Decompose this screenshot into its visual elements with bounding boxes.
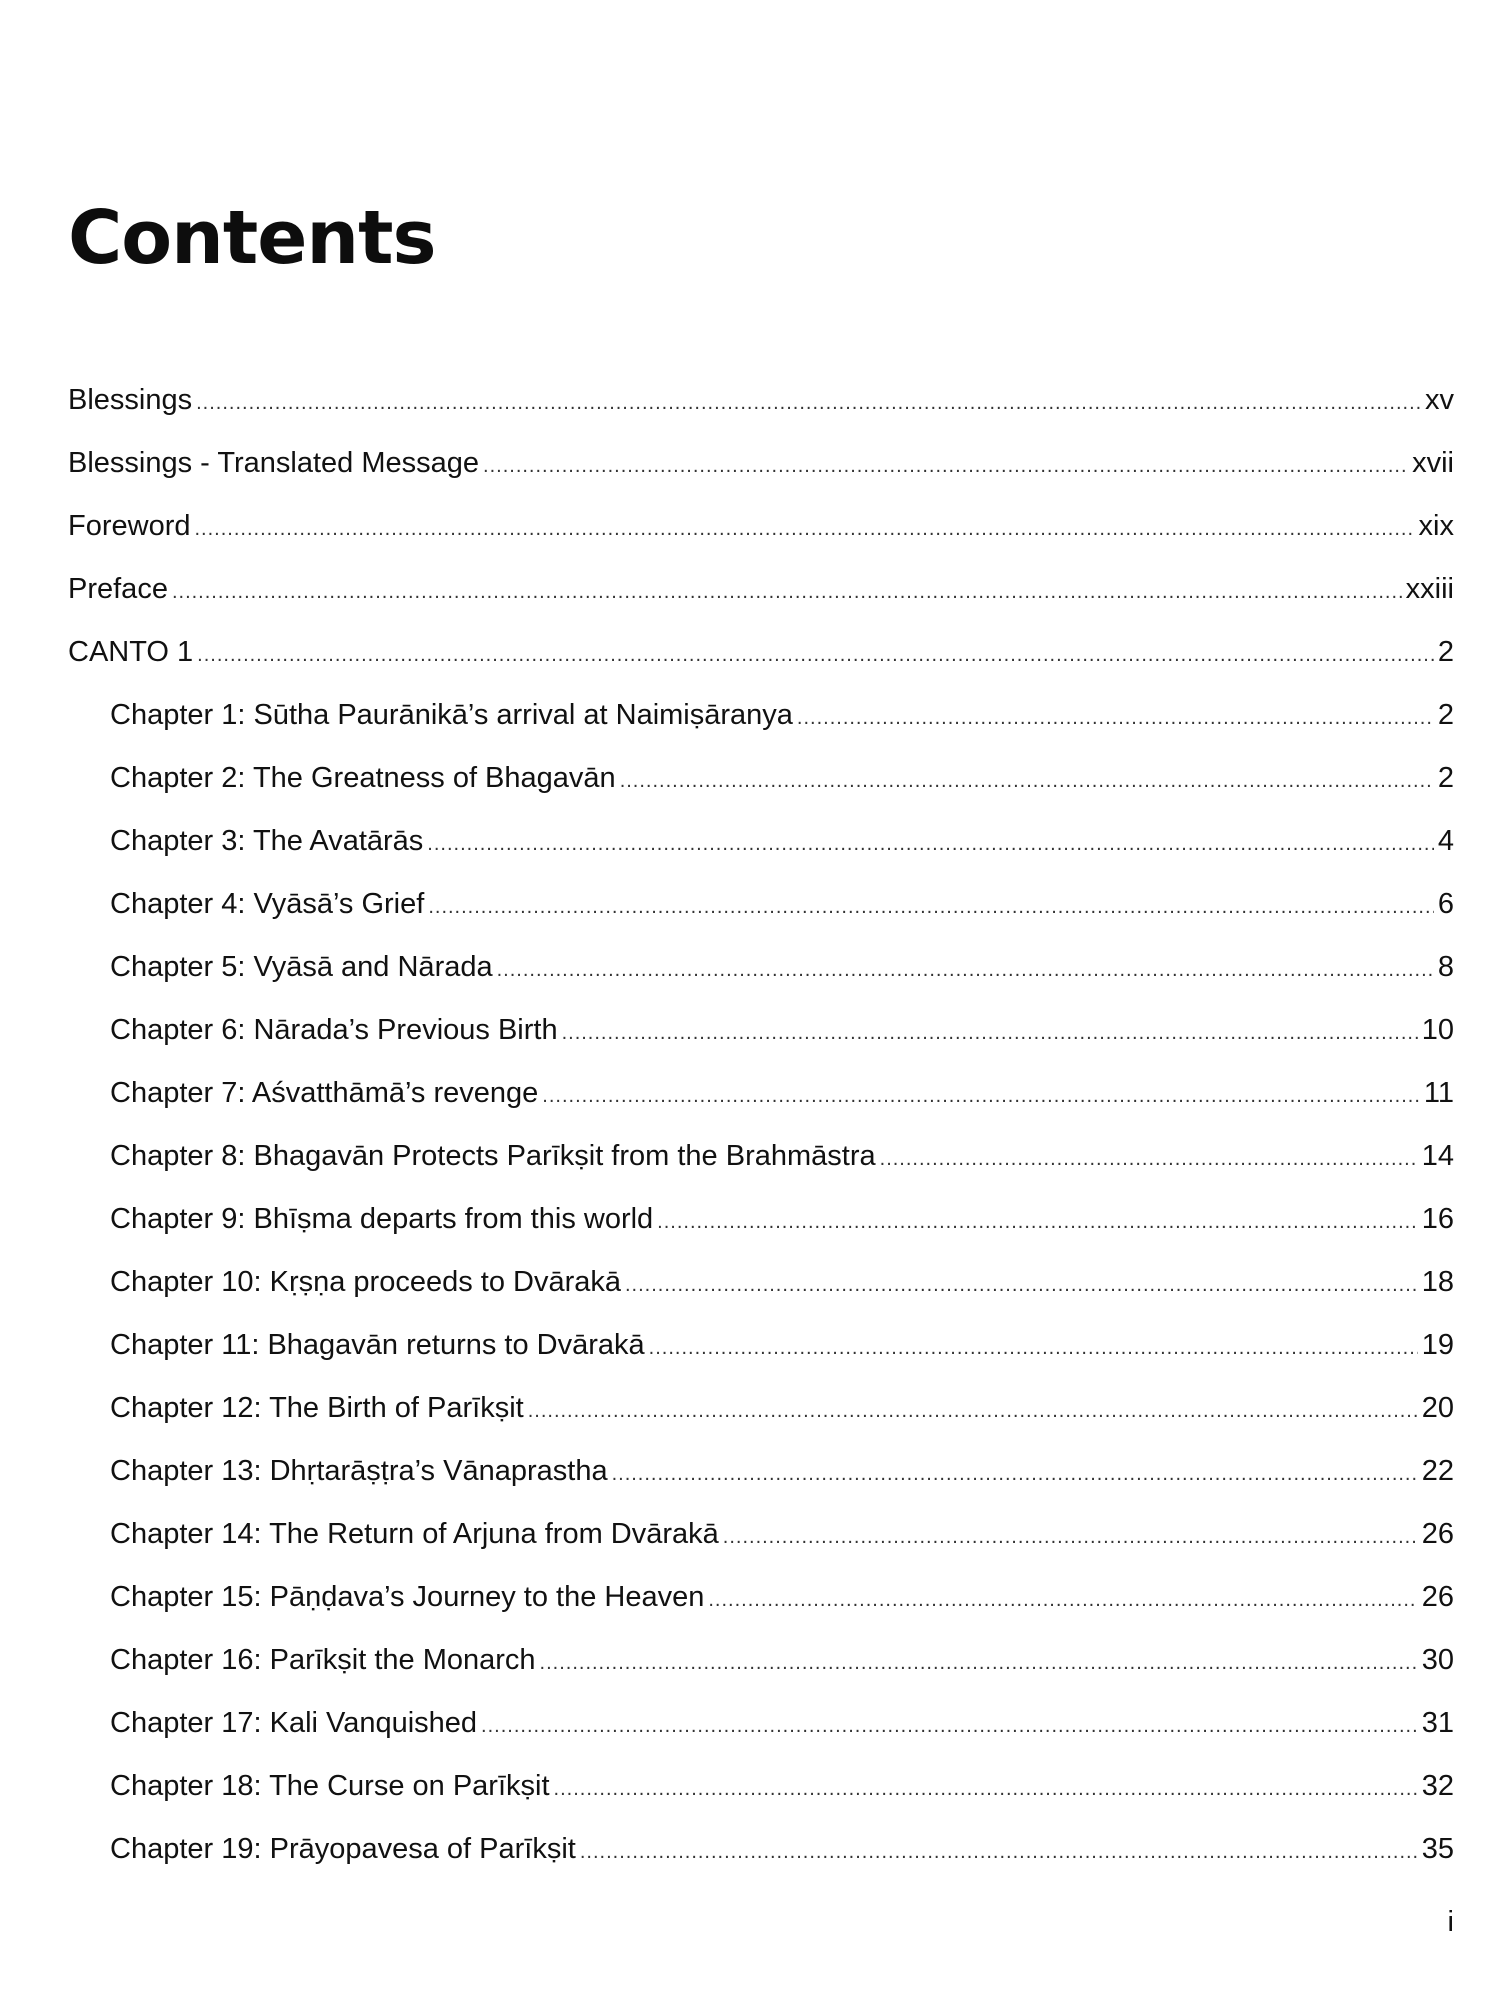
dot-leader bbox=[540, 1643, 1418, 1683]
toc-entry-page: xxiii bbox=[1405, 573, 1454, 605]
dot-leader bbox=[483, 446, 1408, 486]
dot-leader bbox=[797, 698, 1434, 738]
toc-entry bbox=[68, 1388, 1454, 1451]
dot-leader bbox=[172, 572, 1402, 612]
toc-entry-page: 10 bbox=[1421, 1014, 1454, 1046]
dot-leader bbox=[542, 1076, 1420, 1116]
toc-entry bbox=[68, 506, 1454, 569]
toc-entry bbox=[68, 1703, 1454, 1766]
toc-entry-label: Chapter 17: Kali Vanquished bbox=[110, 1707, 478, 1739]
toc-entry-label: CANTO 1 bbox=[68, 636, 194, 668]
toc-entry-label: Chapter 4: Vyāsā’s Grief bbox=[110, 888, 425, 920]
toc-entry-page: 31 bbox=[1421, 1707, 1454, 1739]
toc-entry bbox=[68, 1010, 1454, 1073]
toc-entry-page: 30 bbox=[1421, 1644, 1454, 1676]
toc-entry-label: Chapter 14: The Return of Arjuna from Dvārakā bbox=[110, 1518, 719, 1550]
toc-entry bbox=[68, 695, 1454, 758]
toc-entry-page: 2 bbox=[1437, 636, 1454, 668]
toc-entry-page: 11 bbox=[1423, 1077, 1454, 1109]
toc-entry-label: Chapter 15: Pāṇḍava’s Journey to the Heaven bbox=[110, 1581, 705, 1613]
toc-entry bbox=[68, 1325, 1454, 1388]
toc-entry bbox=[68, 1073, 1454, 1136]
dot-leader bbox=[723, 1517, 1418, 1557]
toc-entry bbox=[68, 1451, 1454, 1514]
toc-entry-label: Chapter 1: Sūtha Paurānikā’s arrival at Naimiṣāranya bbox=[110, 699, 793, 731]
toc-entry bbox=[68, 1640, 1454, 1703]
toc-entry-page: 20 bbox=[1421, 1392, 1454, 1424]
dot-leader bbox=[649, 1328, 1418, 1368]
toc-entry bbox=[68, 380, 1454, 443]
toc-entry-label: Chapter 19: Prāyopavesa of Parīkṣit bbox=[110, 1833, 576, 1865]
toc-entry bbox=[68, 1136, 1454, 1199]
toc-entry bbox=[68, 821, 1454, 884]
dot-leader bbox=[481, 1706, 1418, 1746]
dot-leader bbox=[620, 761, 1434, 801]
toc-entry-label: Chapter 6: Nārada’s Previous Birth bbox=[110, 1014, 558, 1046]
toc-entry-page: xix bbox=[1418, 510, 1454, 542]
dot-leader bbox=[528, 1391, 1418, 1431]
toc-entry-page: xv bbox=[1425, 384, 1454, 416]
dot-leader bbox=[497, 950, 1434, 990]
toc-entry-label: Chapter 3: The Avatārās bbox=[110, 825, 424, 857]
toc-entry-label: Blessings - Translated Message bbox=[68, 447, 480, 479]
toc-entry-label: Chapter 8: Bhagavān Protects Parīkṣit from the Brahmāstra bbox=[110, 1140, 876, 1172]
toc-entry bbox=[68, 947, 1454, 1010]
toc-entry-page: 35 bbox=[1421, 1833, 1454, 1865]
toc-entry-label: Chapter 18: The Curse on Parīkṣit bbox=[110, 1770, 550, 1802]
toc-entry-label: Chapter 5: Vyāsā and Nārada bbox=[110, 951, 493, 983]
toc-entry-page: 2 bbox=[1437, 762, 1454, 794]
toc-entry-page: xvii bbox=[1412, 447, 1454, 479]
toc-entry-label: Chapter 2: The Greatness of Bhagavān bbox=[110, 762, 616, 794]
dot-leader bbox=[554, 1769, 1418, 1809]
dot-leader bbox=[427, 824, 1434, 864]
toc-entry-page: 22 bbox=[1421, 1455, 1454, 1487]
toc-entry bbox=[68, 1829, 1454, 1892]
toc-entry-label: Chapter 13: Dhṛtarāṣṭra’s Vānaprastha bbox=[110, 1455, 608, 1487]
toc-entry-page: 16 bbox=[1421, 1203, 1454, 1235]
page-number: i bbox=[1447, 1906, 1454, 1938]
dot-leader bbox=[197, 635, 1434, 675]
toc-entry bbox=[68, 1199, 1454, 1262]
toc-entry-page: 32 bbox=[1421, 1770, 1454, 1802]
toc-entry bbox=[68, 1577, 1454, 1640]
toc-entry bbox=[68, 443, 1454, 506]
toc-entry-label: Chapter 9: Bhīṣma departs from this world bbox=[110, 1203, 654, 1235]
table-of-contents bbox=[68, 380, 1454, 1892]
dot-leader bbox=[196, 383, 1421, 423]
toc-entry-label: Chapter 16: Parīkṣit the Monarch bbox=[110, 1644, 536, 1676]
toc-entry-page: 14 bbox=[1421, 1140, 1454, 1172]
dot-leader bbox=[657, 1202, 1418, 1242]
toc-entry bbox=[68, 758, 1454, 821]
dot-leader bbox=[580, 1832, 1418, 1872]
toc-entry bbox=[68, 884, 1454, 947]
dot-leader bbox=[612, 1454, 1418, 1494]
toc-entry-label: Preface bbox=[68, 573, 168, 605]
toc-entry-label: Chapter 12: The Birth of Parīkṣit bbox=[110, 1392, 524, 1424]
toc-entry-page: 8 bbox=[1437, 951, 1454, 983]
toc-entry-page: 19 bbox=[1421, 1329, 1454, 1361]
dot-leader bbox=[880, 1139, 1418, 1179]
toc-entry-page: 18 bbox=[1421, 1266, 1454, 1298]
page-title: Contents bbox=[68, 195, 436, 281]
toc-entry bbox=[68, 1514, 1454, 1577]
dot-leader bbox=[428, 887, 1434, 927]
dot-leader bbox=[708, 1580, 1417, 1620]
toc-entry bbox=[68, 1766, 1454, 1829]
toc-entry-label: Foreword bbox=[68, 510, 191, 542]
toc-entry bbox=[68, 569, 1454, 632]
dot-leader bbox=[625, 1265, 1418, 1305]
toc-entry-label: Chapter 11: Bhagavān returns to Dvārakā bbox=[110, 1329, 645, 1361]
toc-entry-page: 26 bbox=[1421, 1581, 1454, 1613]
toc-entry-page: 26 bbox=[1421, 1518, 1454, 1550]
toc-entry-label: Chapter 7: Aśvatthāmā’s revenge bbox=[110, 1077, 539, 1109]
toc-entry-page: 2 bbox=[1437, 699, 1454, 731]
toc-entry-page: 4 bbox=[1437, 825, 1454, 857]
toc-entry-page: 6 bbox=[1437, 888, 1454, 920]
toc-entry bbox=[68, 632, 1454, 695]
toc-entry-label: Blessings bbox=[68, 384, 193, 416]
dot-leader bbox=[562, 1013, 1418, 1053]
dot-leader bbox=[195, 509, 1415, 549]
toc-entry bbox=[68, 1262, 1454, 1325]
toc-entry-label: Chapter 10: Kṛṣṇa proceeds to Dvārakā bbox=[110, 1266, 621, 1298]
